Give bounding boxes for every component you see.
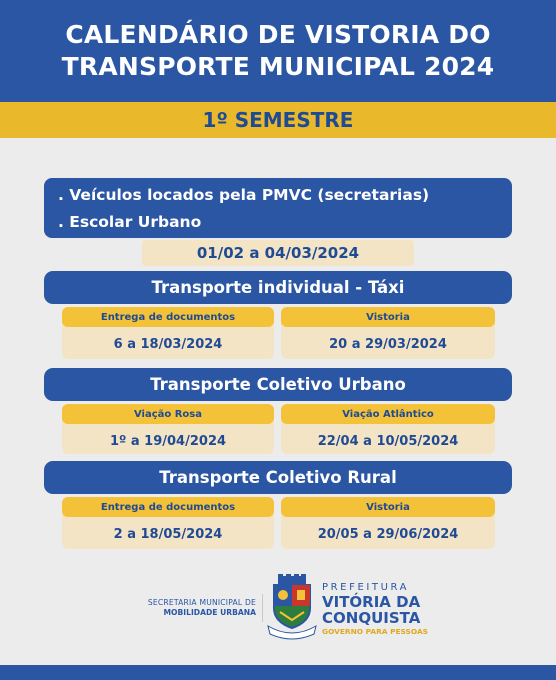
prefeitura-logo-text — [322, 582, 442, 638]
card-label: Vistoria — [281, 307, 495, 327]
secretaria-line-2: MOBILIDADE URBANA — [163, 608, 256, 617]
card-value: 1º a 19/04/2024 — [109, 433, 227, 449]
vehicles-date: 01/02 a 04/03/2024 — [142, 240, 414, 266]
card-value: 20 a 29/03/2024 — [329, 336, 447, 352]
card-viacao-rosa — [62, 404, 274, 454]
card-rural-vistoria — [281, 497, 495, 549]
city-crest-icon — [266, 574, 318, 640]
vehicles-item-pmvc: . Veículos locados pela PMVC (secretarias) — [58, 186, 430, 204]
secretaria-line-1: SECRETARIA MUNICIPAL DE — [147, 598, 256, 607]
card-value: 22/04 a 10/05/2024 — [317, 433, 459, 449]
card-label: Viação Rosa — [62, 404, 274, 424]
card-taxi-documents — [62, 307, 274, 359]
title-line-2: TRANSPORTE MUNICIPAL 2024 — [61, 52, 495, 81]
card-value: 20/05 a 29/06/2024 — [317, 526, 459, 542]
section-title-urbano: Transporte Coletivo Urbano — [44, 368, 512, 401]
vehicles-item-escolar: . Escolar Urbano — [58, 213, 202, 231]
card-rural-documents — [62, 497, 274, 549]
card-taxi-vistoria — [281, 307, 495, 359]
card-label: Entrega de documentos — [62, 497, 274, 517]
secretaria-logo-text — [120, 598, 256, 618]
header-banner — [0, 0, 556, 102]
card-label: Vistoria — [281, 497, 495, 517]
section-title-taxi: Transporte individual - Táxi — [44, 271, 512, 304]
card-label: Viação Atlântico — [281, 404, 495, 424]
card-label: Entrega de documentos — [62, 307, 274, 327]
footer-divider — [262, 594, 263, 622]
semester-label: 1º SEMESTRE — [202, 108, 354, 132]
vehicles-box — [44, 178, 512, 238]
card-viacao-atlantico — [281, 404, 495, 454]
title-line-1: CALENDÁRIO DE VISTORIA DO — [65, 20, 491, 49]
city-name-line-2: CONQUISTA — [322, 609, 421, 627]
semester-band — [0, 102, 556, 138]
card-value: 6 a 18/03/2024 — [113, 336, 223, 352]
slogan: GOVERNO PARA PESSOAS — [322, 627, 428, 636]
section-title-rural: Transporte Coletivo Rural — [44, 461, 512, 494]
bottom-bar — [0, 665, 556, 680]
prefeitura-label: PREFEITURA — [322, 582, 410, 593]
city-name-line-1: VITÓRIA DA — [322, 593, 421, 611]
card-value: 2 a 18/05/2024 — [113, 526, 223, 542]
